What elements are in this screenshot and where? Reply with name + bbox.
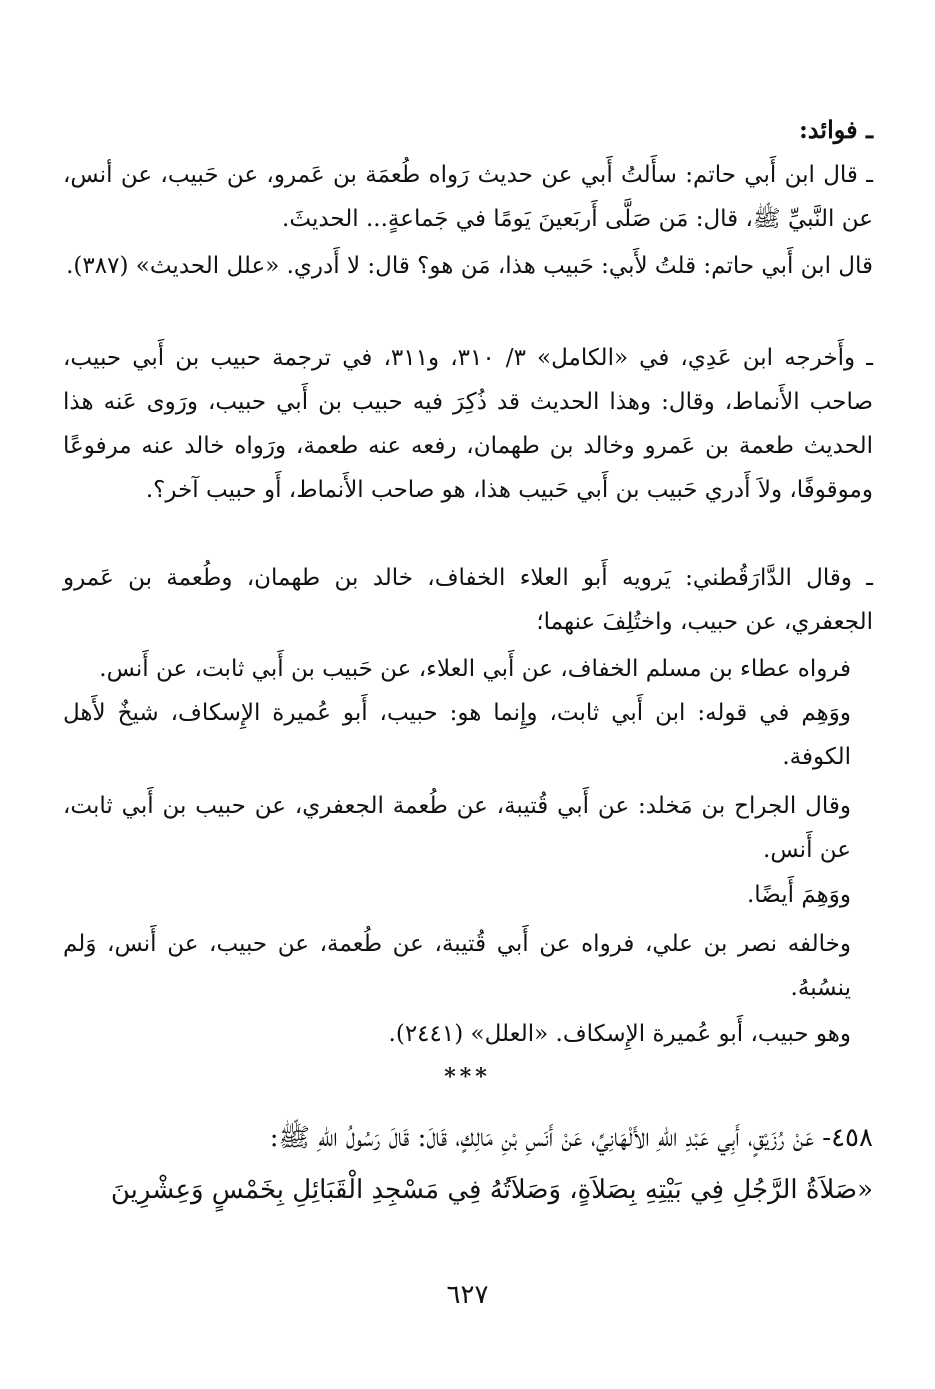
paragraph-ibn-abi-hatim-question bbox=[63, 153, 873, 241]
paragraph-text: ـ قال ابن أَبي حاتم: سأَلتُ أَبي عن حديث رَواه طُعمَة بن عَمرو، عن حَبيب، عن أنس، عن النَّبيِّ ﷺ، قال: مَن صَلَّى أَربَعينَ يَومًا في جَماعةٍ... الحديثَ. bbox=[63, 162, 873, 232]
paragraph-ibn-adi bbox=[63, 336, 873, 512]
paragraph-text: ـ وأَخرجه ابن عَدِي، في «الكامل» ٣/ ٣١٠، و٣١١، في ترجمة حبيب بن أَبي حبيب، صاحب الأَنماط، وقال: وهذا الحديث قد ذُكِرَ فيه حبيب بن أَبي حبيب، ورَوى عَنه هذا الحديث طعمة بن عَمرو وخالد بن طهمان، رفعه عنه طعمة، ورَواه خالد عنه مرفوعًا وموقوفًا، ولاَ أَدري حَبيب بن أَبي حَبيب هذا، هو صاحب الأَنماط، أَو حبيب آخر؟. bbox=[63, 345, 873, 503]
paragraph-nasr bbox=[63, 922, 873, 1010]
paragraph-text: وقال الجراح بن مَخلد: عن أَبي قُتيبة، عن طُعمة الجعفري، عن حبيب بن أَبي ثابت، عن أَنس. bbox=[63, 793, 851, 863]
paragraph-ibn-abi-hatim-answer bbox=[63, 244, 873, 288]
hadith-458 bbox=[63, 1112, 873, 1216]
paragraph-ilal-ref bbox=[63, 1012, 873, 1056]
paragraph-wahm-1 bbox=[63, 691, 873, 779]
paragraph-text: فرواه عطاء بن مسلم الخفاف، عن أَبي العلاء، عن حَبيب بن أَبي ثابت، عن أَنس. bbox=[99, 656, 851, 682]
paragraph-daraqutni bbox=[63, 556, 873, 644]
paragraph-ata-narration bbox=[63, 647, 873, 691]
paragraph-text: ووَهِمَ أَيضًا. bbox=[746, 882, 851, 908]
paragraph-text: وخالفه نصر بن علي، فرواه عن أَبي قُتيبة، عن طُعمة، عن حبيب، عن أَنس، وَلم ينسُبهُ. bbox=[63, 931, 851, 1001]
section-heading: ـ فوائد: bbox=[798, 115, 873, 144]
paragraph-text: ووَهِم في قوله: ابن أَبي ثابت، وإِنما هو: حبيب، أَبو عُميرة الإِسكاف، شيخٌ لأَهل الكوفة. bbox=[63, 700, 851, 770]
paragraph-jarrah bbox=[63, 784, 873, 872]
hadith-isnad: ٤٥٨- عَنْ رُزَيْقٍ، أَبِي عَبْدِ اللهِ الأَلْهَانِيِّ، عَنْ أَنَسِ بْنِ مَالِكٍ، قَالَ: قَالَ رَسُولُ اللهِ ﷺ: bbox=[269, 1123, 873, 1153]
section-separator: *** bbox=[444, 1064, 491, 1090]
paragraph-text: ـ وقال الدَّارَقُطني: يَرويه أَبو العلاء الخفاف، خالد بن طهمان، وطُعمة بن عَمرو الجعفري، عن حبيب، واختُلِفَ عنهما؛ bbox=[63, 565, 873, 635]
page-number: ٦٢٧ bbox=[446, 1280, 489, 1310]
paragraph-text: قال ابن أَبي حاتم: قلتُ لأَبي: حَبيب هذا، مَن هو؟ قال: لا أَدري. «علل الحديث» (٣٨٧). bbox=[66, 253, 873, 279]
paragraph-text: وهو حبيب، أَبو عُميرة الإِسكاف. «العلل» (٢٤٤١). bbox=[388, 1021, 851, 1047]
hadith-matn: «صَلاَةُ الرَّجُلِ فِي بَيْتِهِ بِصَلاَةٍ، وَصَلاَتُهُ فِي مَسْجِدِ الْقَبَائِلِ بِخَمْسٍ وَعِشْرِينَ bbox=[110, 1175, 873, 1205]
paragraph-wahm-2 bbox=[63, 873, 873, 917]
